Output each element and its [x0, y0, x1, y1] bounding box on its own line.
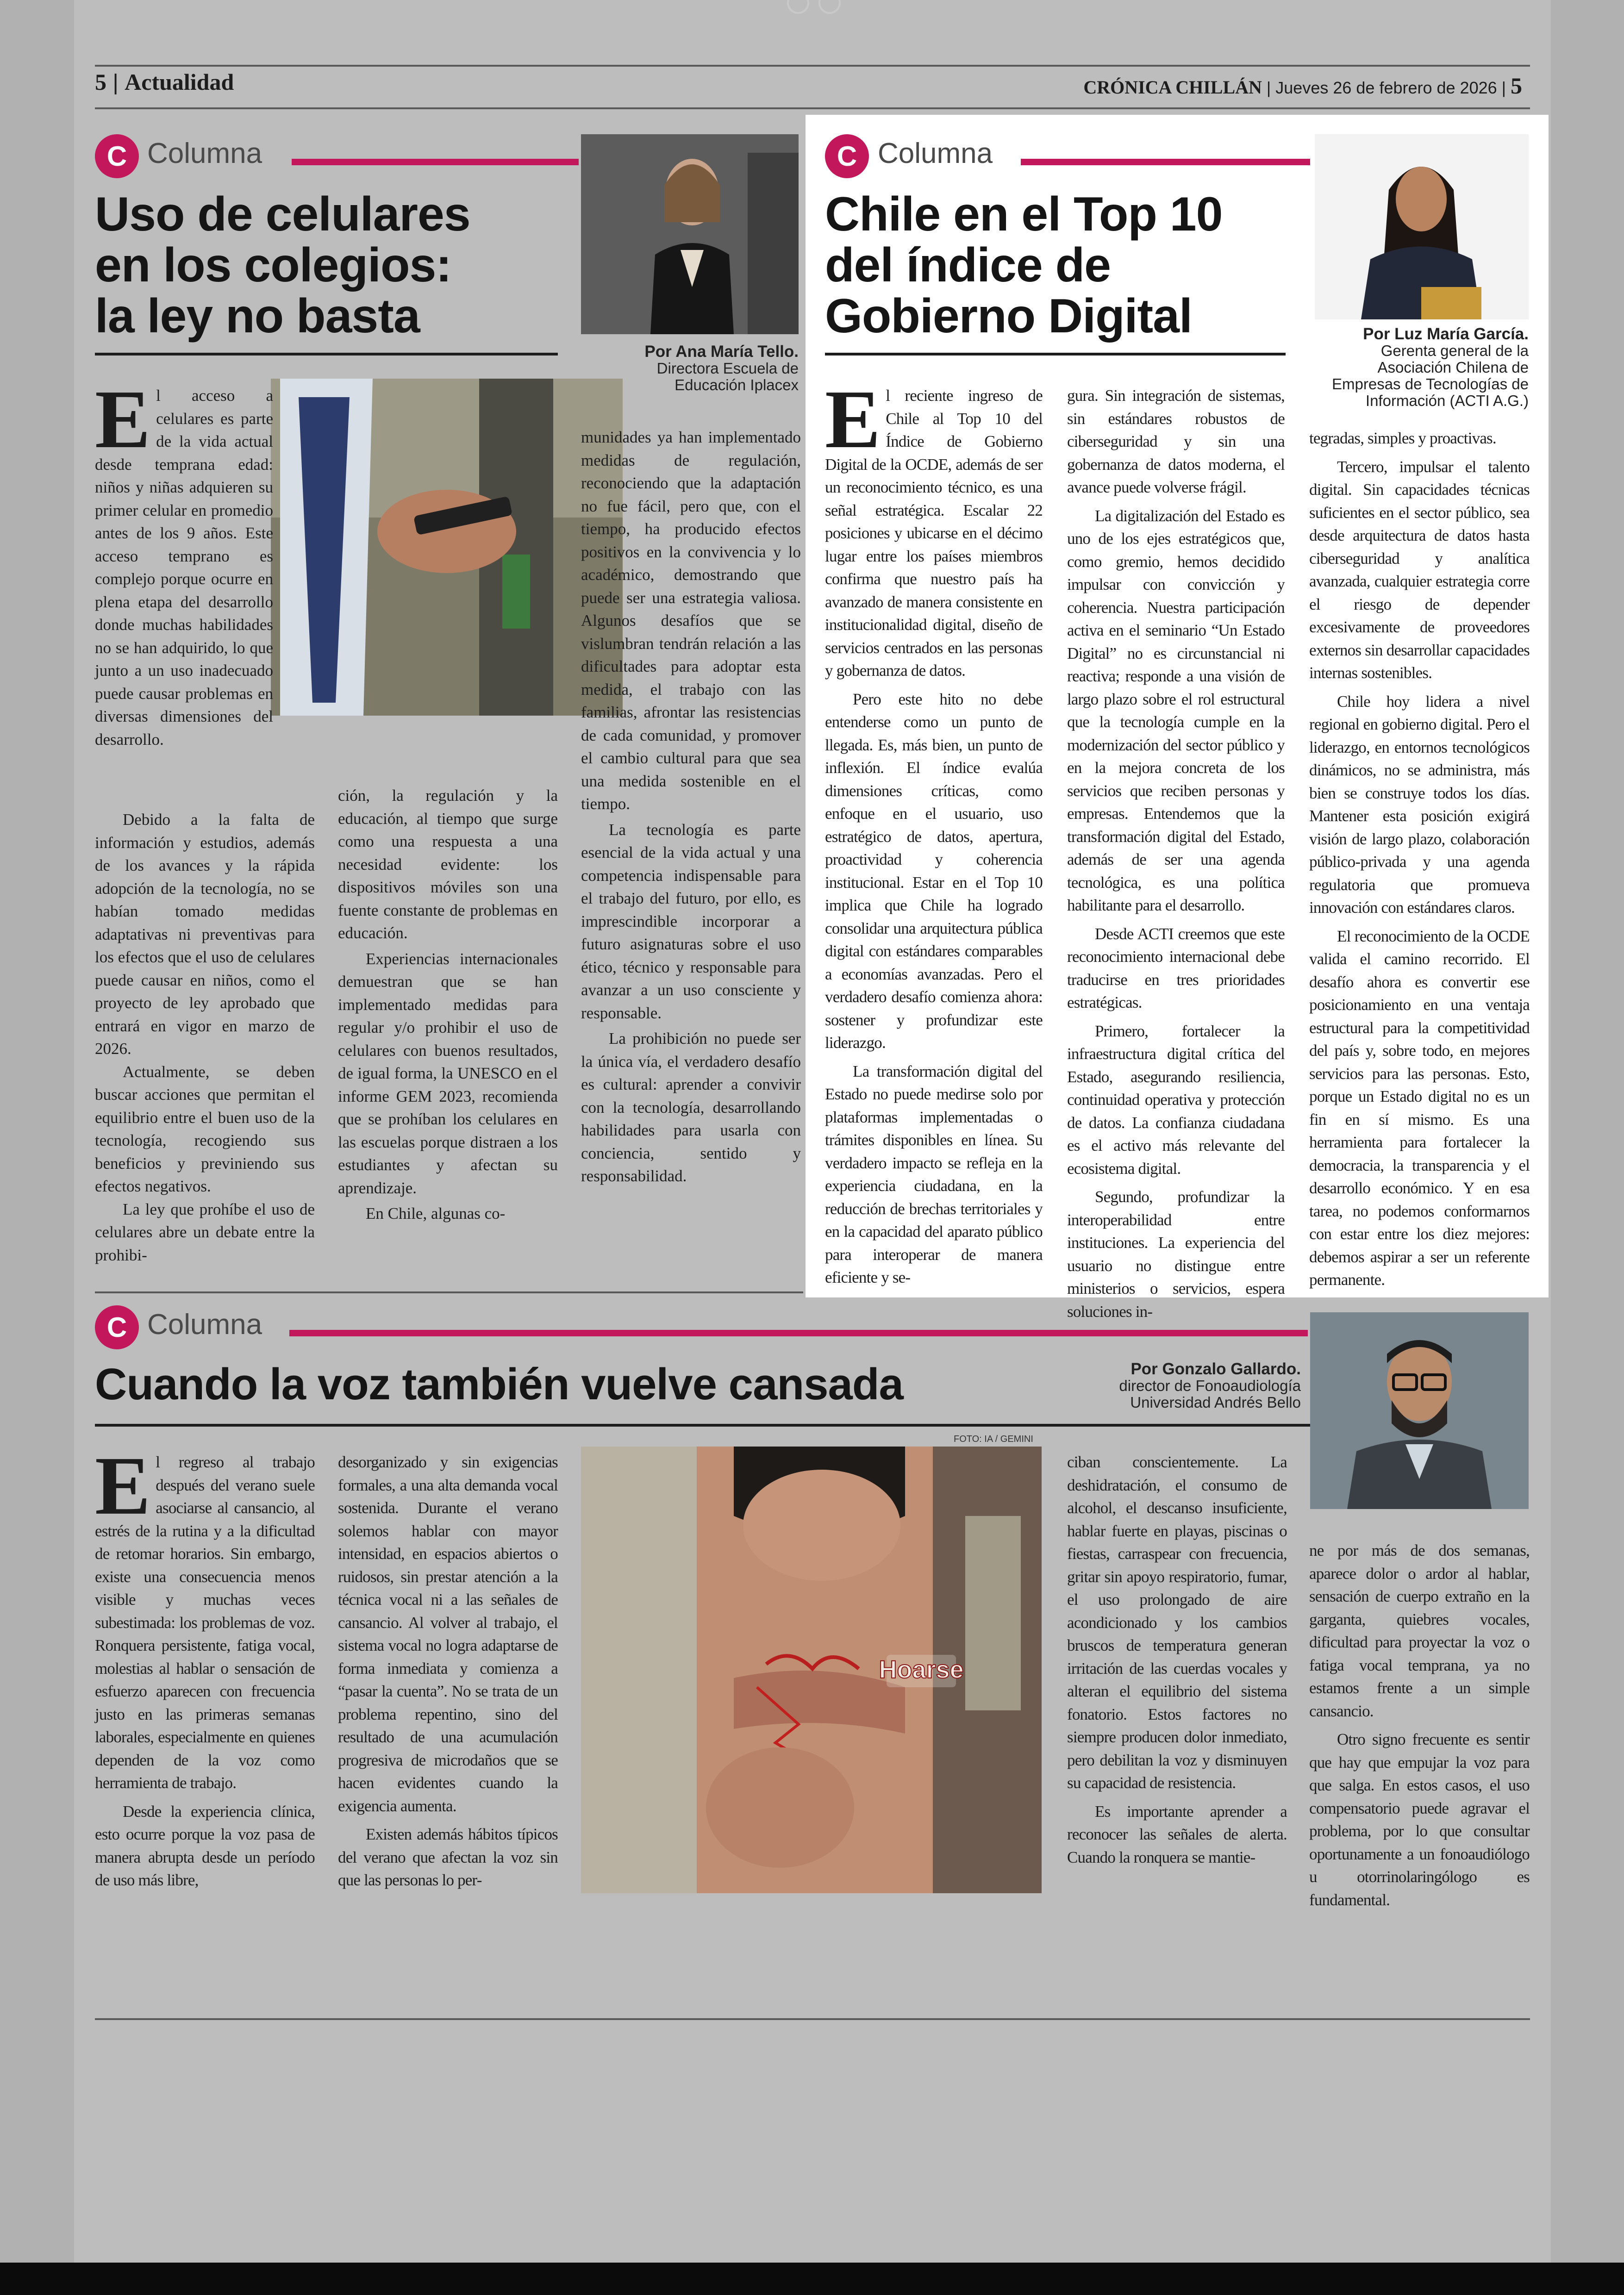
author-name: Por Ana María Tello. — [644, 343, 799, 361]
drop-cap: E — [95, 1440, 150, 1532]
column-badge-icon: C — [95, 1305, 139, 1349]
author-name: Por Luz María García. — [1363, 325, 1529, 343]
section-divider — [95, 1291, 803, 1293]
issue-date: Jueves 26 de febrero de 2026 — [1275, 78, 1497, 97]
header-top-rule — [95, 65, 1530, 67]
article-title — [95, 189, 558, 342]
paragraph: l reciente ingreso de Chile al Top 10 del Índice de Gobierno Digital de la OCDE, además de ser un reconocimiento técnico, es una señal estratégica. Escalar 22 posiciones y ubicarse en el décimo lugar entre los países miembros confirma que nuestro país ha avanzado de manera consistente en institucionalidad digital, diseño de servicios centrados en las personas y gobernanza de datos. — [825, 387, 1043, 680]
title-underline — [825, 353, 1286, 355]
paragraph: Experiencias internacionales demuestran que se han implementado medidas para regular y/o prohibir el uso de celulares con buenos resultados, de igual forma, la UNESCO en el informe GEM 2023, recomienda que se prohíban los celulares en las escuelas porque distraen a los estudiantes y afectan su aprendizaje. — [338, 949, 558, 1197]
paragraph: La tecnología es parte esencial de la vida actual y una competencia indispensable para el trabajo del futuro, por ello, es imprescindible incorporar a futuro asignaturas sobre el uso ético, técnico y responsable para avanzar a un uso consciente y responsable. — [581, 820, 801, 1022]
column-accent-line — [1021, 159, 1310, 165]
author-byline — [986, 1361, 1301, 1411]
author-name: Por Gonzalo Gallardo. — [1131, 1360, 1301, 1378]
paragraph: ciban conscientemente. La deshidratación, el consumo de alcohol, el descanso insuficiente, hablar fuerte en playas, piscinas o fiestas, carraspear con frecuencia, gritar sin apoyo respiratorio, fumar, el uso prolongado de aire acondicionado y los cambios bruscos de temperatura generan irritación de las cuerdas vocales y alteran el equilibrio del sistema fonatorio. Estos factores no siempre producen dolor inmediato, pero debilitan la voz y disminuyen su capacidad de resistencia. — [1067, 1453, 1287, 1792]
author-role: Educación Iplacex — [675, 376, 799, 393]
paragraph: Otro signo frecuente es sentir que hay que empujar la voz para que salga. En estos casos, el uso compensatorio puede agravar el problema, por lo que consultar oportunamente a un fonoaudiólogo u otorrinolaringólogo es fundamental. — [1309, 1730, 1530, 1909]
article-column — [95, 373, 273, 751]
paragraph: La ley que prohíbe el uso de celulares abre un debate entre la prohibi- — [95, 1200, 315, 1264]
author-portrait-image — [1310, 1312, 1529, 1509]
paragraph: munidades ya han implementado medidas de regulación, reconociendo que la adaptación no fue fácil, pero que, con el tiempo, ha producido efectos positivos en la convivencia y lo académico, demostrando que puede ser una estrategia valiosa. Algunos desafíos que se vislumbran tendrán relación a las dificultades para adoptar esta medida, el trabajo con las familias, afrontar las resistencias de cada comunidad, y promover el cambio cultural para que sea una medida sostenible en el tiempo. — [581, 428, 801, 813]
title-line: la ley no basta — [95, 289, 420, 343]
article-column — [825, 373, 1043, 1289]
article-column — [338, 1451, 558, 1892]
article-title — [825, 189, 1288, 342]
author-role: Información (ACTI A.G.) — [1365, 392, 1529, 409]
author-photo — [1310, 1312, 1529, 1509]
paragraph: La prohibición no puede ser la única vía, el verdadero desafío es cultural: aprender a convivir con la tecnología, desarrollando habilidades para usarla con conciencia, sentido y responsabilidad. — [581, 1029, 801, 1185]
paragraph: gura. Sin integración de sistemas, sin estándares robustos de ciberseguridad y sin una gobernanza de datos moderna, el avance puede volverse frágil. — [1067, 387, 1285, 496]
phone-in-hand-image — [271, 379, 623, 716]
paragraph: Es importante aprender a reconocer las señales de alerta. Cuando la ronquera se mantie- — [1067, 1802, 1287, 1866]
author-portrait-image — [1315, 134, 1529, 319]
article-title: Cuando la voz también vuelve cansada — [95, 1360, 903, 1409]
title-line: Chile en el Top 10 — [825, 187, 1223, 241]
paragraph: ne por más de dos semanas, aparece dolor o ardor al hablar, sensación de cuerpo extraño en la garganta, quiebres vocales, dificultad para proyectar la voz o fatiga vocal temprana, ya no estamos frente a un simple cansancio. — [1309, 1541, 1530, 1720]
photo-credit: FOTO: IA / GEMINI — [954, 1434, 1033, 1444]
paragraph: Debido a la falta de información y estudios, además de los avances y la rápida adopción de la tecnología, no se habían tomado medidas adaptativas ni preventivas para los efectos que el uso de celulares puede causar en niños, como el proyecto de ley aprobado que entrará en vigor en marzo de 2026. — [95, 811, 315, 1058]
header-bottom-rule — [95, 107, 1530, 109]
title-underline — [95, 353, 558, 355]
author-role: Gerenta general de la — [1380, 342, 1529, 359]
viewer-bottom-bar — [0, 2263, 1624, 2295]
article-column — [1309, 427, 1530, 1291]
paragraph: Actualmente, se deben buscar acciones que permitan el equilibrio entre el buen uso de la tecnología, recogiendo sus beneficios y previniendo sus efectos negativos. — [95, 1062, 315, 1195]
newspaper-name: CRÓNICA CHILLÁN — [1083, 77, 1262, 98]
column-label: Columna — [878, 137, 993, 169]
title-line: en los colegios: — [95, 238, 451, 292]
author-role: Asociación Chilena de — [1377, 359, 1529, 376]
author-portrait-image — [581, 134, 799, 334]
paragraph: Tercero, impulsar el talento digital. Sin capacidades técnicas suficientes en el sector público, sea desde arquitectura de datos hasta ciberseguridad y analítica avanzada, cualquier estrategia corre el riesgo de depender excesivamente de proveedores externos sin desarrollar capacidades internas sostenibles. — [1309, 457, 1530, 682]
article-column — [338, 784, 558, 1225]
paragraph: l acceso a celulares es parte de la vida actual desde temprana edad: niños y niñas adquieren su primer celular en promedio antes de los 9 años. Este acceso temprano es complejo porque ocurre en plena etapa del desarrollo donde muchas habilidades no se han adquirido, lo que junto a un uso inadecuado puede causar problemas en diversas dimensiones del desarrollo. — [95, 387, 273, 748]
hoarse-label: Hoarse — [879, 1656, 964, 1684]
title-line: Uso de celulares — [95, 187, 470, 241]
article-column — [1309, 1539, 1530, 1911]
title-line: del índice de — [825, 238, 1111, 292]
article-column — [95, 1440, 315, 1892]
page-header-right: CRÓNICA CHILLÁN | Jueves 26 de febrero de 2026 | 5 — [1083, 73, 1522, 99]
paragraph: La digitalización del Estado es uno de los ejes estratégicos que, como gremio, hemos decidido impulsar con convicción y coherencia. Nuestra participación activa en el seminario “Un Estado Digital” no es circunstancial ni reactiva; responde a una visión de largo plazo sobre el rol estructural que la tecnología cumple en la modernización del sector público y en la mejora concreta de los servicios que reciben personas y empresas. Entendemos que la transformación digital del Estado, además de ser una agenda tecnológica, es una política habilitante para el desarrollo. — [1067, 506, 1285, 914]
drop-cap: E — [95, 373, 151, 465]
author-role: Empresas de Tecnologías de — [1332, 375, 1529, 393]
paragraph: La transformación digital del Estado no puede medirse solo por plataformas implementadas o trámites disponibles en línea. Su verdadero impacto se refleja en la experiencia ciudadana, en la reducción de brechas territoriales y en la capacidad del aparato público para interoperar de manera eficiente y se- — [825, 1062, 1043, 1286]
paragraph: Pero este hito no debe entenderse como un punto de llegada. Es, más bien, un punto de inflexión. El índice evalúa dimensiones críticas, como enfoque en el usuario, uso estratégico de datos, apertura, proactividad y coherencia institucional. Estar en el Top 10 implica que Chile ha logrado consolidar una arquitectura pública digital con estándares comparables a economías avanzadas. Pero el verdadero desafío comienza ahora: sostener y profundizar este liderazgo. — [825, 690, 1043, 1052]
author-role: Universidad Andrés Bello — [1130, 1394, 1301, 1411]
paragraph: Chile hoy lidera a nivel regional en gobierno digital. Pero el liderazgo, en entornos tecnológicos dinámicos, no se administra, más bien se construye todos los días. Mantener esta posición exigirá visión de largo plazo, colaboración público-privada y una agenda regulatoria que promueva innovación con estándares claros. — [1309, 692, 1530, 917]
column-badge-icon: C — [825, 134, 869, 178]
paragraph: Desde la experiencia clínica, esto ocurre porque la voz pasa de manera abrupta desde un período de uso más libre, — [95, 1802, 315, 1889]
paragraph: Segundo, profundizar la interoperabilidad entre instituciones. La experiencia del usuario no distingue entre ministerios o servicios, espera soluciones in- — [1067, 1188, 1285, 1321]
paragraph: desorganizado y sin exigencias formales, a una alta demanda vocal sostenida. Durante el verano solemos hablar con mayor intensidad, en espacios abiertos o ruidosos, sin prestar atención a la técnica vocal ni a las señales de cansancio. Al volver al trabajo, el sistema vocal no logra adaptarse de forma inmediata y comienza a “pasar la cuenta”. No se trata de un problema repentino, sino del resultado de una acumulación progresiva de microdaños que se hacen evidentes cuando la exigencia aumenta. — [338, 1453, 558, 1815]
author-byline — [1292, 326, 1529, 409]
paragraph: Primero, fortalecer la infraestructura digital crítica del Estado, asegurando resiliencia, continuidad operativa y protección de datos. La confianza ciudadana es el activo más relevante del ecosistema digital. — [1067, 1022, 1285, 1178]
section-name: Actualidad — [125, 69, 234, 95]
article-photo — [271, 379, 623, 716]
page-bottom-rule — [95, 2018, 1530, 2020]
author-role: director de Fonoaudiología — [1119, 1377, 1301, 1394]
paragraph: tegradas, simples y proactivas. — [1309, 429, 1496, 447]
article-column — [1067, 1451, 1287, 1869]
article-column — [95, 808, 315, 1266]
article-column — [1067, 384, 1285, 1323]
column-badge-icon: C — [95, 134, 139, 178]
article-column — [581, 426, 801, 1188]
column-accent-line — [289, 1330, 1308, 1336]
title-line: Gobierno Digital — [825, 289, 1192, 343]
paragraph: En Chile, algunas co- — [366, 1204, 506, 1222]
column-accent-line — [292, 159, 579, 165]
paragraph: Desde ACTI creemos que este reconocimiento internacional debe traducirse en tres prioridades estratégicas. — [1067, 924, 1285, 1011]
paragraph: l regreso al trabajo después del verano suele asociarse al cansancio, al estrés de la rutina y a la dificultad de retomar horarios. Sin embargo, existe una consecuencia menos visible y muchas veces subestimada: los problemas de voz. Ronquera persistente, fatiga vocal, molestias al hablar o sensación de esfuerzo aparecen con frecuencia justo en las primeras semanas laborales, especialmente en quienes dependen de la voz como herramienta de trabajo. — [95, 1453, 315, 1792]
paragraph: El reconocimiento de la OCDE valida el camino recorrido. El desafío ahora es convertir ese posicionamiento en una ventaja estructural para la competitividad del país y, sobre todo, en mejores servicios para las personas. Esto, porque un Estado digital no es un fin en sí mismo. Es una herramienta para fortalecer la democracia, la transparencia y el desarrollo económico. Y en esa tarea, no podemos conformarnos con estar entre los diez mejores: debemos aspirar a ser un referente permanente. — [1309, 927, 1530, 1289]
paragraph: ción, la regulación y la educación, al tiempo que surge como una respuesta a una necesidad evidente: los dispositivos móviles son una fuente constante de problemas en educación. — [338, 786, 558, 942]
author-role: Directora Escuela de — [656, 360, 799, 377]
column-label: Columna — [147, 1309, 262, 1341]
paragraph: Existen además hábitos típicos del verano que afectan la voz sin que las personas lo per- — [338, 1825, 558, 1889]
page-header-left: 5 | Actualidad — [95, 69, 234, 95]
hoarse-throat-image — [581, 1447, 1042, 1893]
drop-cap: E — [825, 373, 881, 465]
page-number: 5 — [95, 69, 106, 95]
title-underline — [95, 1424, 1310, 1427]
article-photo — [581, 1447, 1042, 1893]
column-label: Columna — [147, 137, 262, 169]
author-photo — [581, 134, 799, 334]
page-number: 5 — [1511, 73, 1522, 99]
author-photo — [1315, 134, 1529, 319]
